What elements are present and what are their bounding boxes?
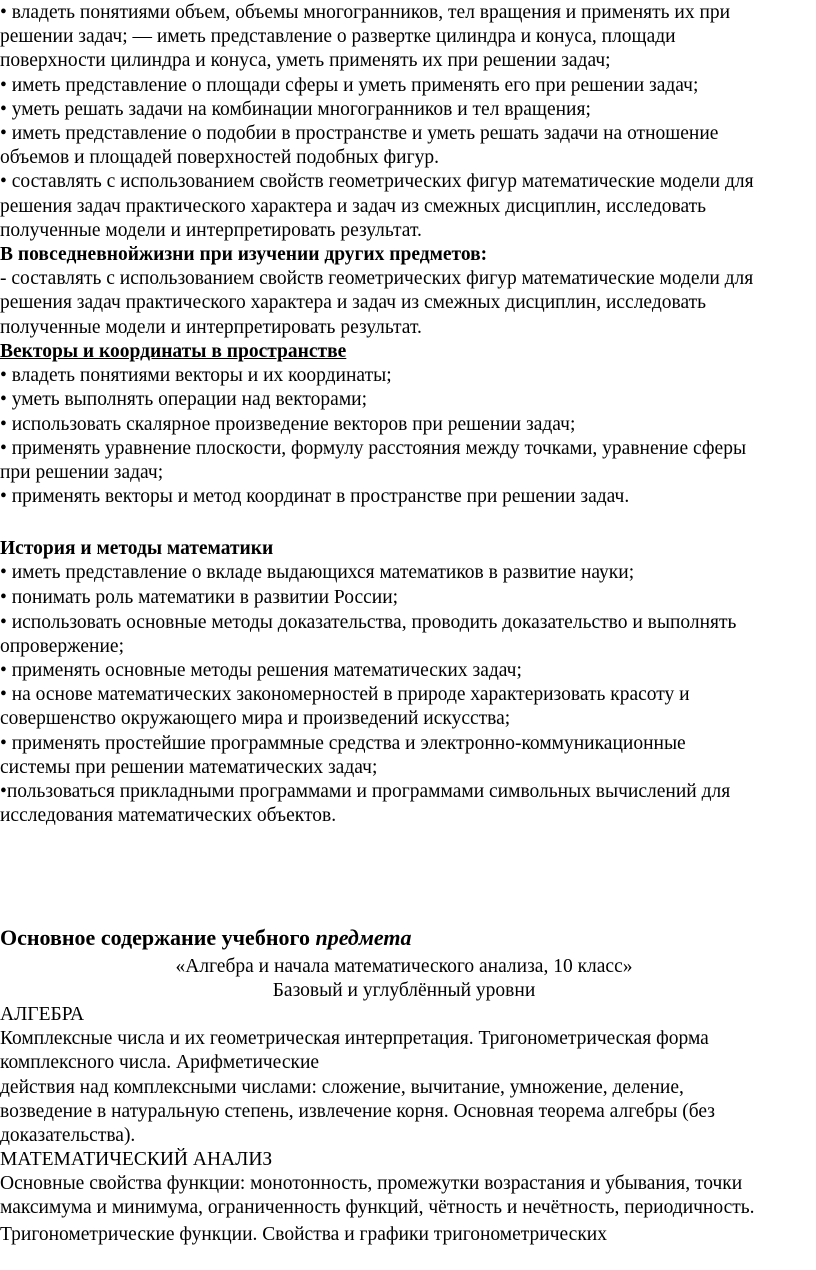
- section-heading: Векторы и координаты в пространстве: [0, 341, 347, 362]
- section-history: [0, 537, 812, 828]
- text-line: максимума и минимума, ограниченность функций, чётность и нечётность, периодичность.: [0, 1197, 755, 1219]
- text-line: Основные свойства функции: монотонность, промежутки возрастания и убывания, точки: [0, 1173, 743, 1195]
- section-geometry-skills: [0, 1, 812, 243]
- text-line: системы при решении математических задач;: [0, 756, 378, 778]
- text-line: возведение в натуральную степень, извлечение корня. Основная теорема алгебры (без: [0, 1100, 715, 1122]
- text-line: • иметь представление о площади сферы и уметь применять его при решении задач;: [0, 74, 699, 96]
- subtitle-level: Базовый и углублённый уровни: [272, 980, 536, 1001]
- text-line: • на основе математических закономерностей в природе характеризовать красоту и: [0, 684, 690, 706]
- section-heading: В повседневнойжизни при изучении других предметов:: [0, 244, 488, 265]
- section-algebra: [0, 1003, 812, 1148]
- text-line: доказательства).: [0, 1124, 136, 1146]
- text-line: • уметь выполнять операции над векторами;: [0, 389, 368, 411]
- text-line: • применять векторы и метод координат в пространстве при решении задач.: [0, 486, 630, 508]
- section-everyday-life: [0, 243, 812, 340]
- text-line: •пользоваться прикладными программами и программами символьных вычислений для: [0, 780, 731, 802]
- text-line: поверхности цилиндра и конуса, уметь применять их при решении задач;: [0, 50, 611, 72]
- text-line: действия над комплексными числами: сложение, вычитание, умножение, деление,: [0, 1076, 684, 1098]
- section-vectors: [0, 340, 812, 509]
- text-line: • использовать скалярное произведение векторов при решении задач;: [0, 413, 576, 435]
- section-heading: История и методы математики: [0, 538, 274, 559]
- section-analysis: [0, 1148, 812, 1247]
- text-line: • понимать роль математики в развитии России;: [0, 587, 399, 609]
- text-line: полученные модели и интерпретировать результат.: [0, 219, 422, 241]
- title-italic: предмета: [315, 925, 412, 950]
- text-line: • применять основные методы решения математических задач;: [0, 659, 522, 681]
- text-line: • владеть понятиями векторы и их координаты;: [0, 365, 392, 387]
- text-line: • применять простейшие программные средства и электронно-коммуникационные: [0, 732, 686, 754]
- text-line: • иметь представление о вкладе выдающихся математиков в развитие науки;: [0, 562, 635, 584]
- text-line: решения задач практического характера и задач из смежных дисциплин, исследовать: [0, 292, 707, 314]
- text-line: Тригонометрические функции. Свойства и графики тригонометрических: [0, 1223, 607, 1245]
- text-line: • составлять с использованием свойств геометрических фигур математические модели для: [0, 171, 754, 193]
- text-line: - составлять с использованием свойств геометрических фигур математические модели для: [0, 268, 754, 290]
- text-line: совершенство окружающего мира и произведений искусства;: [0, 708, 511, 730]
- text-line: • уметь решать задачи на комбинации многогранников и тел вращения;: [0, 98, 591, 120]
- text-line: решения задач практического характера и задач из смежных дисциплин, исследовать: [0, 195, 707, 217]
- text-line: исследования математических объектов.: [0, 805, 337, 827]
- page-title: [0, 924, 411, 952]
- subtitle-course: «Алгебра и начала математического анализа, 10 класс»: [175, 956, 633, 977]
- section-heading: АЛГЕБРА: [0, 1004, 85, 1025]
- text-line: комплексного числа. Арифметические: [0, 1052, 320, 1074]
- text-line: • иметь представление о подобии в пространстве и уметь решать задачи на отношение: [0, 122, 719, 144]
- title-regular: Основное содержание учебного: [0, 925, 316, 950]
- text-line: • применять уравнение плоскости, формулу расстояния между точками, уравнение сферы: [0, 437, 747, 459]
- text-line: полученные модели и интерпретировать результат.: [0, 316, 422, 338]
- text-line: при решении задач;: [0, 461, 164, 483]
- text-line: Комплексные числа и их геометрическая интерпретация. Тригонометрическая форма: [0, 1028, 709, 1050]
- text-line: решении задач; — иметь представление о развертке цилиндра и конуса, площади: [0, 26, 676, 48]
- text-line: • владеть понятиями объем, объемы многогранников, тел вращения и применять их при: [0, 2, 731, 23]
- text-line: • использовать основные методы доказательства, проводить доказательство и выполнять: [0, 611, 737, 633]
- text-line: опровержение;: [0, 635, 124, 657]
- section-heading: МАТЕМАТИЧЕСКИЙ АНАЛИЗ: [0, 1149, 273, 1170]
- text-line: объемов и площадей поверхностей подобных фигур.: [0, 147, 439, 169]
